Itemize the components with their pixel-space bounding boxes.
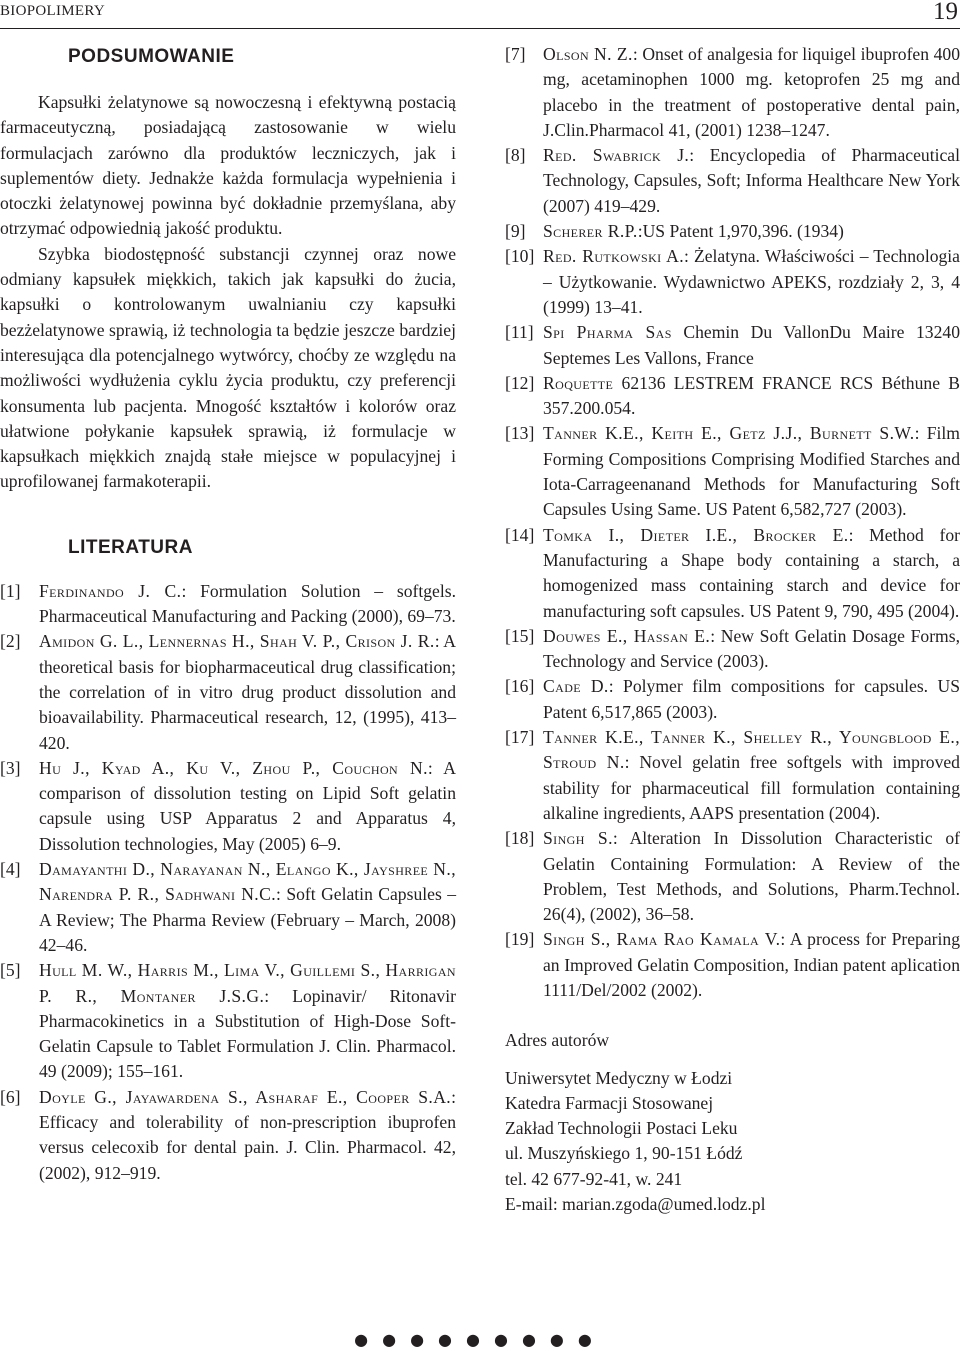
reference-item bbox=[505, 674, 960, 725]
reference-number: [12] bbox=[505, 372, 535, 393]
reference-text: Chemin Du VallonDu Maire 13240 Septemes Les Vallons, France bbox=[543, 322, 960, 368]
summary-paragraph-1: Kapsułki żelatynowe są nowoczesną i efektywną postacią farmaceutyczną, posiadającą zastosowanie w wielu formulacjach zarówno dla produktów leczniczych, jak i suplementów diety. Jednakże każda formulacja wypełnienia i otoczki żelatynowej powinna być dokładnie przemyślana, aby otrzymać odpowiednią jakość produktu. bbox=[0, 92, 456, 239]
reference-item bbox=[0, 1085, 456, 1186]
reference-authors: Ferdinando J. C. bbox=[39, 580, 182, 601]
header-rule bbox=[0, 28, 960, 29]
reference-number: [11] bbox=[505, 322, 534, 343]
reference-item bbox=[505, 725, 960, 826]
reference-item bbox=[505, 219, 960, 244]
reference-item bbox=[505, 143, 960, 219]
reference-item bbox=[505, 927, 960, 1003]
reference-authors: Singh S., Rama Rao Kamala V. bbox=[543, 929, 781, 950]
page-header bbox=[0, 0, 960, 30]
reference-authors: Red. Swabrick J. bbox=[543, 145, 690, 166]
reference-text: : Novel gelatin free softgels with improved stability for pharmaceutical fill formulation containing alkaline ingredients, AAPS presentation (2004). bbox=[543, 752, 960, 823]
address-line: Katedra Farmacji Stosowanej bbox=[505, 1092, 714, 1113]
email-line: E-mail: marian.zgoda@umed.lodz.pl bbox=[505, 1194, 766, 1215]
reference-number: [6] bbox=[0, 1086, 21, 1107]
reference-number: [7] bbox=[505, 44, 526, 64]
reference-number: [14] bbox=[505, 524, 535, 545]
reference-number: [3] bbox=[0, 757, 21, 778]
footer-ornament-dots: ●●●●●●●●● bbox=[354, 1330, 606, 1349]
reference-number: [9] bbox=[505, 221, 526, 242]
reference-text: : A process for Preparing an Improved Gelatin Composition, Indian patent aplication 1111/Del/2002 (2002). bbox=[543, 929, 960, 1000]
reference-item bbox=[505, 624, 960, 675]
reference-item bbox=[505, 523, 960, 624]
reference-text: 62136 LESTREM FRANCE RCS Béthune B 357.200.054. bbox=[543, 372, 960, 419]
reference-authors: Red. Rutkowski A. bbox=[543, 246, 684, 267]
reference-text: : A theoretical basis for biopharmaceutical drug classification; the correlation of in vitro drug product dissolution and bioavailability. Pharmaceutical research, 12, (1995), 413–420. bbox=[39, 631, 456, 753]
reference-text: : Onset of analgesia for liquigel ibuprofen 400 mg, acetaminophen 1000 mg. ketoprofen 25 mg and placebo in the treatment of postoperative dental pain, J.Clin.Pharmacol 41, (2001) 1238–1247. bbox=[543, 44, 960, 140]
reference-list-left bbox=[0, 579, 456, 1186]
reference-item bbox=[0, 629, 456, 755]
page-number: 19 bbox=[933, 0, 958, 25]
reference-item bbox=[0, 756, 456, 857]
reference-number: [13] bbox=[505, 423, 535, 444]
reference-text: : Polymer film compositions for capsules. US Patent 6,517,865 (2003). bbox=[543, 676, 960, 722]
reference-item bbox=[0, 579, 456, 630]
reference-number: [19] bbox=[505, 929, 535, 950]
reference-authors: Spi Pharma Sas bbox=[543, 322, 672, 343]
reference-list-right bbox=[505, 42, 960, 1003]
reference-text: : Efficacy and tolerability of non-prescription ibuprofen versus celecoxib for dental pain. J. Clin. Pharmacol. 42, (2002), 912–919. bbox=[39, 1086, 456, 1183]
reference-text: : Method for Manufacturing a Shape body containing a starch, a homogenized mass containing starch and device for manufacturing soft capsules. US Patent 9, 790, 495 (2004). bbox=[543, 524, 960, 621]
reference-authors: Olson N. Z. bbox=[543, 44, 633, 64]
reference-number: [15] bbox=[505, 625, 535, 646]
reference-authors: Singh S. bbox=[543, 828, 613, 849]
reference-number: [5] bbox=[0, 960, 21, 981]
reference-authors: Tanner K.E., Keith E., Getz J.J., Burnett S.W. bbox=[543, 423, 915, 444]
summary-heading: PODSUMOWANIE bbox=[68, 46, 235, 67]
reference-number: [10] bbox=[505, 246, 535, 267]
reference-item bbox=[505, 244, 960, 320]
address-heading: Adres autorów bbox=[505, 1030, 610, 1051]
reference-item bbox=[505, 826, 960, 927]
reference-number: [4] bbox=[0, 859, 21, 880]
reference-text: : Lopinavir/ Ritonavir Pharmacokinetics in a Substitution of High-Dose Soft-Gelatin Capsule to Tablet Formulation J. Clin. Pharmacol. 49 (2009); 155–161. bbox=[39, 985, 456, 1082]
reference-text: : New Soft Gelatin Dosage Forms, Technology and Service (2003). bbox=[543, 625, 960, 672]
reference-text: : Alteration In Dissolution Characteristic of Gelatin Containing Formulation: A Review of the Problem, Test Methods, and Solutions, Pharm.Technol. 26(4), (2002), 36–58. bbox=[543, 828, 960, 925]
summary-paragraph-2: Szybka biodostępność substancji czynnej oraz nowe odmiany kapsułek miękkich, takich jak kapsułki do żucia, kapsułki o kontrolowanym uwalnianiu czy kapsułki bezżelatynowe sprawią, iż technologia ta będzie jeszcze bardziej interesująca dla potencjalnego wytwórcy, choćby ze względu na możliwości wydłużenia cyklu życia produktu, czy preferencji konsumenta lub pacjenta. Mnogość kształtów i kolorów oraz ułatwione połykanie kapsułek sprawią, iż formulacje w kapsułkach miękkich znajdą stałe miejsce w populacyjnej i uprofilowanej farmakoterapii. bbox=[0, 243, 456, 492]
reference-item bbox=[505, 320, 960, 371]
reference-authors: Amidon G. L., Lennernas H., Shah V. P., Crison J. R. bbox=[39, 631, 435, 652]
right-column bbox=[505, 42, 960, 1217]
reference-authors: Cade D. bbox=[543, 676, 609, 697]
reference-item bbox=[505, 42, 960, 143]
literature-heading: LITERATURA bbox=[68, 536, 193, 558]
reference-item bbox=[0, 857, 456, 958]
address-line: tel. 42 677-92-41, w. 241 bbox=[505, 1168, 683, 1189]
reference-number: [2] bbox=[0, 631, 21, 652]
reference-authors: Damayanthi D., Narayanan N., Elango K., Jayshree N., Narendra P. R., Sadhwani N.C. bbox=[39, 859, 456, 905]
reference-text: : Formulation Solution – softgels. Pharmaceutical Manufacturing and Packing (2000), 69–73. bbox=[39, 580, 456, 627]
reference-authors: Tomka I., Dieter I.E., Brocker E. bbox=[543, 524, 849, 545]
reference-authors: Tanner K.E., Tanner K., Shelley R., Youngblood E., Stroud N. bbox=[543, 727, 960, 773]
reference-authors: Scherer R.P. bbox=[543, 221, 638, 242]
reference-text: : A comparison of dissolution testing on Lipid Soft gelatin capsule using USP Apparatus 2 and Apparatus 4, Dissolution technologies, May (2005) 6–9. bbox=[39, 757, 456, 854]
address-line: Zakład Technologii Postaci Leku bbox=[505, 1118, 738, 1139]
reference-authors: Roquette bbox=[543, 372, 614, 393]
journal-name: BIOPOLIMERY bbox=[0, 3, 105, 19]
reference-text: : Film Forming Compositions Comprising Modified Starches and Iota-Carrageenanand Methods for Manufacturing Soft Capsules Using Same. US Patent 6,582,727 (2003). bbox=[543, 423, 960, 520]
reference-number: [1] bbox=[0, 580, 21, 601]
reference-text: : Żelatyna. Właściwości – Technologia – Użytkowanie. Wydawnictwo APEKS, rozdziały 2, 3, 4 (1999) 13–41. bbox=[543, 246, 960, 317]
reference-item bbox=[505, 421, 960, 522]
author-address bbox=[505, 1066, 960, 1218]
reference-item bbox=[505, 371, 960, 422]
reference-number: [8] bbox=[505, 145, 526, 166]
address-line: Uniwersytet Medyczny w Łodzi bbox=[505, 1067, 733, 1088]
reference-authors: Douwes E., Hassan E. bbox=[543, 625, 711, 646]
reference-number: [17] bbox=[505, 727, 535, 748]
reference-authors: Hu J., Kyad A., Ku V., Zhou P., Couchon N. bbox=[39, 757, 428, 778]
reference-text: : Encyclopedia of Pharmaceutical Technology, Capsules, Soft; Informa Healthcare New York (2007) 419–429. bbox=[543, 145, 960, 216]
reference-authors: Doyle G., Jayawardena S., Asharaf E., Cooper S.A. bbox=[39, 1086, 452, 1107]
left-column bbox=[0, 42, 456, 1186]
reference-item bbox=[0, 958, 456, 1084]
reference-text: : Soft Gelatin Capsules – A Review; The Pharma Review (February – March, 2008) 42–46. bbox=[39, 884, 456, 955]
reference-text: :US Patent 1,970,396. (1934) bbox=[637, 221, 844, 242]
reference-authors: Hull M. W., Harris M., Lima V., Guillemi S., Harrigan P. R., Montaner J.S.G. bbox=[39, 960, 456, 1006]
address-line: ul. Muszyńskiego 1, 90-151 Łódź bbox=[505, 1143, 743, 1164]
reference-number: [16] bbox=[505, 676, 535, 697]
reference-number: [18] bbox=[505, 828, 535, 849]
